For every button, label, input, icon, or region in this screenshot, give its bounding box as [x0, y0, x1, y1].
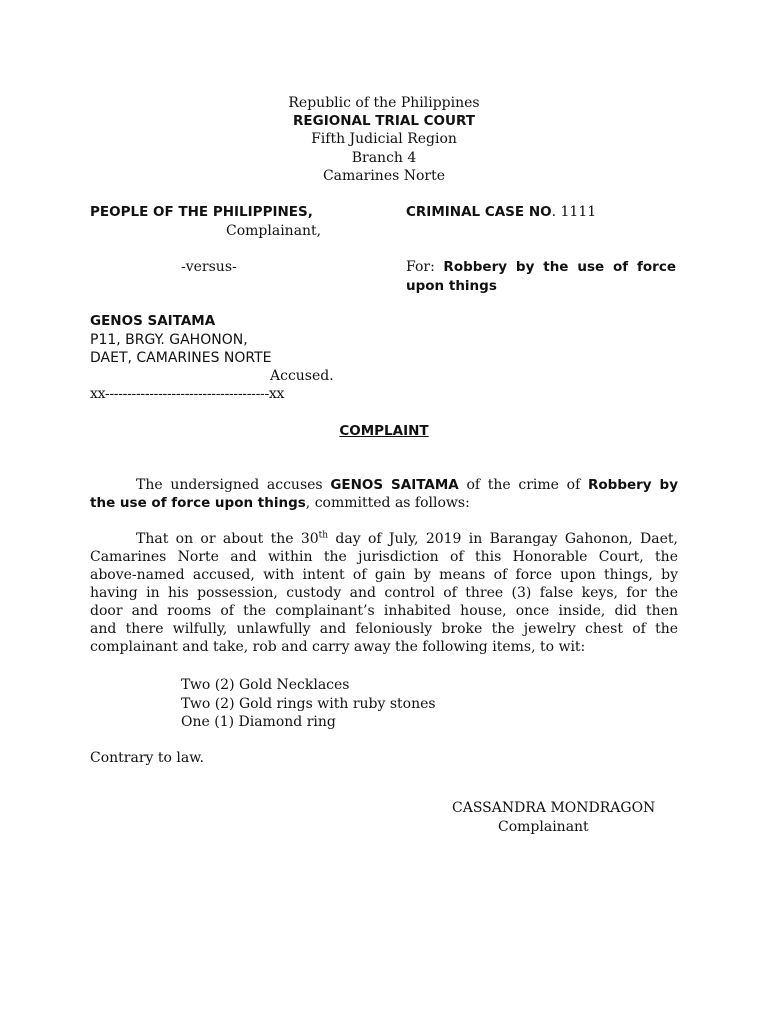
paragraph-line: door and rooms of the complainant’s inhabited house, once inside, did then: [90, 603, 678, 619]
header-court: REGIONAL TRIAL COURT: [293, 113, 475, 129]
paragraph-line: complainant and take, rob and carry away the following items, to wit:: [90, 639, 586, 655]
offense-line-1: [406, 258, 676, 276]
paragraph-line: Camarines Norte and within the jurisdiction of this Honorable Court, the: [90, 549, 678, 565]
paragraph-line: the use of force upon things, committed as follows:: [90, 495, 470, 511]
header-region: Fifth Judicial Region: [311, 131, 457, 147]
paragraph-facts: [90, 530, 678, 656]
signatory-role: Complainant: [498, 819, 589, 835]
header-province: Camarines Norte: [322, 168, 446, 184]
plaintiff-role: Complainant,: [226, 223, 322, 239]
case-label: CRIMINAL CASE NO: [406, 204, 552, 220]
list-item: Two (2) Gold rings with ruby stones: [181, 696, 436, 712]
paragraph-line: and there wilfully, unlawfully and feloniously broke the jewelry chest of the: [90, 621, 678, 637]
header-republic: Republic of the Philippines: [288, 95, 480, 111]
accused-address-1: P11, BRGY. GAHONON,: [90, 332, 248, 348]
caption-divider: xx-------------------------------------xx: [90, 386, 285, 402]
list-item: Two (2) Gold Necklaces: [181, 677, 350, 693]
offense-text-1: Robbery by the use of force: [443, 259, 676, 275]
accused-role: Accused.: [270, 368, 334, 384]
closing-text: Contrary to law.: [90, 750, 204, 766]
paragraph-accusation: [90, 476, 678, 512]
case-number: 1111: [560, 204, 597, 220]
document-title: COMPLAINT: [339, 423, 429, 439]
header-branch: Branch 4: [351, 150, 417, 166]
paragraph-line: above-named accused, with intent of gain by means of force upon things, by: [90, 567, 678, 583]
for-label: For:: [406, 259, 435, 275]
paragraph-line: having in his possession, custody and control of three (3) false keys, for the: [90, 585, 678, 601]
list-item: One (1) Diamond ring: [181, 714, 336, 730]
case-dot: .: [551, 204, 557, 220]
offense-text-2: upon things: [406, 278, 497, 294]
plaintiff-name: PEOPLE OF THE PHILIPPINES,: [90, 204, 313, 220]
accused-address-2: DAET, CAMARINES NORTE: [90, 350, 272, 366]
case-number-line: [406, 203, 596, 221]
paragraph-line: That on or about the 30th day of July, 2019 in Barangay Gahonon, Daet,: [136, 530, 678, 547]
accused-name: GENOS SAITAMA: [90, 313, 216, 329]
paragraph-line: The undersigned accuses GENOS SAITAMA of the crime of Robbery by: [136, 477, 679, 493]
versus-text: -versus-: [181, 259, 237, 275]
signatory-name: CASSANDRA MONDRAGON: [452, 800, 656, 816]
